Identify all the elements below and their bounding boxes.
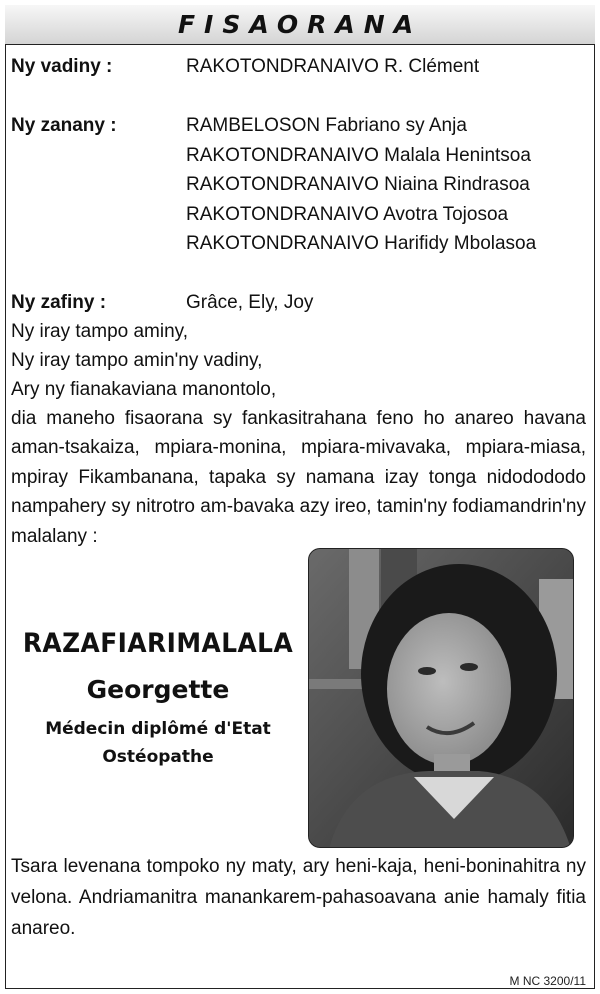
ad-reference: M NC 3200/11 xyxy=(509,974,586,988)
deceased-specialty: Ostéopathe xyxy=(102,747,214,767)
grandchildren-label: Ny zafiny : xyxy=(11,292,107,313)
family-line: Ny iray tampo aminy, xyxy=(11,321,189,342)
header-bar xyxy=(5,5,595,45)
portrait-image xyxy=(309,549,574,848)
closing-paragraph: Tsara levenana tompoko ny maty, ary heni-kaja, heni-boninahitra ny velona. Andriamanitra manankarem-pahasoavana anie hamaly fitia anareo. xyxy=(11,856,586,939)
child-name: RAKOTONDRANAIVO Harifidy Mbolasoa xyxy=(186,233,537,254)
thanks-paragraph: dia maneho fisaorana sy fankasitrahana feno ho anareo havana aman-tsakaiza, mpiara-monina, mpiara-mivavaka, mpiara-miasa, mpiray Fikambanana, tapaka sy namana izay tonga nidodododo nampahery sy nitrotro am-bavaka azy ireo, tamin'ny fodiamandrin'ny malalany : xyxy=(11,408,586,547)
family-line: Ary ny fianakaviana manontolo, xyxy=(11,379,277,400)
deceased-firstname: Georgette xyxy=(86,675,230,704)
widower-name: RAKOTONDRANAIVO R. Clément xyxy=(186,56,480,77)
family-line: Ny iray tampo amin'ny vadiny, xyxy=(11,350,263,371)
child-name: RAKOTONDRANAIVO Niaina Rindrasoa xyxy=(186,174,530,195)
child-name: RAMBELOSON Fabriano sy Anja xyxy=(186,115,467,136)
child-name: RAKOTONDRANAIVO Malala Henintsoa xyxy=(186,144,531,166)
children-list xyxy=(186,111,536,259)
child-name: RAKOTONDRANAIVO Avotra Tojosoa xyxy=(186,203,509,225)
grandchildren-names: Grâce, Ely, Joy xyxy=(186,292,314,313)
portrait-photo xyxy=(308,548,574,848)
deceased-title: Médecin diplômé d'Etat xyxy=(45,719,271,739)
deceased-surname: RAZAFIARIMALALA xyxy=(22,628,294,659)
widower-label: Ny vadiny : xyxy=(11,56,113,77)
notice-title: FISAORANA xyxy=(177,10,423,39)
children-label: Ny zanany : xyxy=(11,115,117,136)
